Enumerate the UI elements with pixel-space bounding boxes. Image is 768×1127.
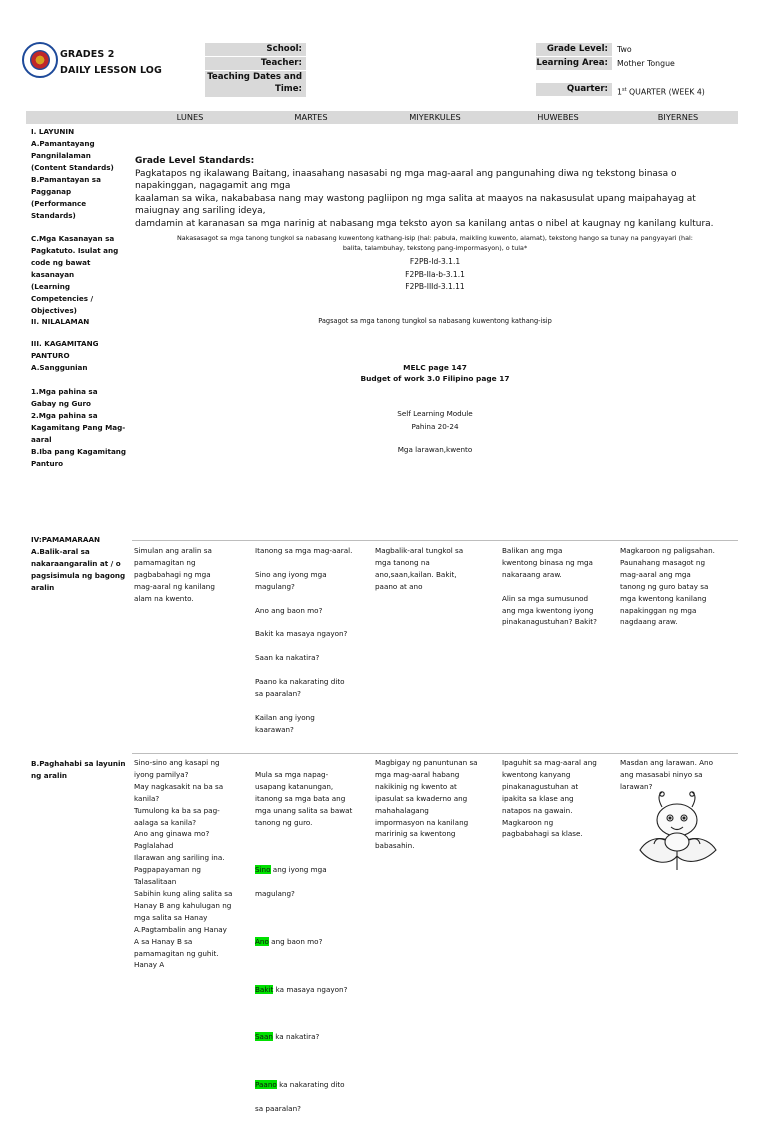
- day-huwebes: HUWEBES: [537, 112, 579, 122]
- learning-area-value: Mother Tongue: [617, 59, 675, 68]
- question-saan: Saan ka nakatira?: [255, 1032, 320, 1042]
- sidebar-paghahabi: B.Paghahabi sa layunin ng aralin: [31, 759, 126, 780]
- melc-reference: MELC page 147: [403, 363, 467, 372]
- question-sino-line2: magulang?: [255, 889, 295, 899]
- teacher-label: Teacher:: [205, 57, 306, 70]
- budget-reference: Budget of work 3.0 Filipino page 17: [360, 374, 510, 383]
- balik-aral-biyernes: Magkaroon ng paligsahan. Paunahang masagot ng mag-aaral ang mga tanong ng guro batay sa mga kwentong kanilang napakinggan ng mga nagdaang araw.: [620, 546, 715, 627]
- school-label: School:: [205, 43, 306, 56]
- sidebar-kagamitan: III. KAGAMITANG PANTURO A.Sanggunian 1.Mga pahina sa Gabay ng Guro 2.Mga pahina sa Kagamitang Pang Mag- aaral B.Iba pang Kagamitang Panturo: [31, 339, 127, 468]
- balik-aral-martes: Itanong sa mga mag-aaral. Sino ang iyong mga magulang? Ano ang baon mo? Bakit ka masaya ngayon? Saan ka nakatira? Paano ka nakarating dito sa paaralan? Kailan ang iyong kaarawan?: [255, 546, 353, 734]
- competency-code: F2PB-IIa-b-3.1.1: [405, 269, 465, 279]
- sidebar-nilalaman: II. NILALAMAN: [31, 317, 90, 326]
- standards-line: kaalaman sa wika, nakababasa nang may wastong pagliipon ng mga salita at maayos na nakasusulat upang maipahayag at: [135, 193, 696, 204]
- paghahabi-martes: [255, 757, 373, 1127]
- standards-heading: Grade Level Standards:: [135, 156, 255, 166]
- title-grades: GRADES 2: [60, 49, 115, 60]
- paghahabi-biyernes: Masdan ang larawan. Ano ang masasabi ninyo sa larawan?: [620, 758, 714, 791]
- cartoon-illustration: [632, 790, 722, 876]
- learning-area-label: Learning Area:: [536, 57, 612, 70]
- balik-aral-huwebes: Balikan ang mga kwentong binasa ng mga nakaraang araw. Alin sa mga sumusunod ang mga kwentong iyong pinakanagustuhan? Bakit?: [502, 546, 597, 627]
- question-bakit: Bakit ka masaya ngayon?: [255, 984, 348, 994]
- balik-aral-lunes: Simulan ang aralin sa pamamagitan ng pagbabahagi ng mga mag-aaral ng kanilang alam na kwento.: [134, 546, 215, 603]
- sidebar-pamamaraan: IV:PAMAMARAAN A.Balik-aral sa nakaraangaralin at / o pagsisimula ng bagong aralin: [31, 535, 126, 592]
- slm-reference: Self Learning Module: [397, 409, 473, 418]
- teaching-dates-label-line2: Time:: [274, 84, 302, 94]
- day-martes: MARTES: [294, 112, 328, 122]
- paghahabi-miyerkules: Magbigay ng panuntunan sa mga mag-aaral habang nakikinig ng kwento at ipasulat sa kwaderno ang mahahalagang impormasyon na kanilang maririnig sa kwentong babasahin.: [375, 758, 478, 851]
- paghahabi-martes-intro: Mula sa mga napag- usapang katanungan, itanong sa mga bata ang mga unang salita sa bawat tanong ng guro.: [255, 769, 353, 827]
- grade-level-standards: [135, 155, 735, 231]
- standards-line: maiugnay ang sariling ideya,: [135, 206, 266, 217]
- nilalaman-text: Pagsagot sa mga tanong tungkol sa nabasang kuwentong kathang-isip: [318, 317, 552, 325]
- quarter-value: 1st QUARTER (WEEK 4): [617, 87, 705, 97]
- pahina-reference: Pahina 20-24: [411, 421, 459, 431]
- competency-codes: [132, 256, 738, 294]
- question-ano: Ano ang baon mo?: [255, 936, 323, 946]
- balik-aral-miyerkules: Magbalik-aral tungkol sa mga tanong na ano,saan,kailan. Bakit, paano at ano: [375, 546, 464, 591]
- quarter-label: Quarter:: [536, 83, 612, 96]
- sidebar-kasanayan: C.Mga Kasanayan sa Pagkatuto. Isulat ang code ng bawat kasanayan (Learning Competencies / Objectives): [31, 234, 119, 315]
- deped-seal-logo: [22, 42, 58, 78]
- title-daily-lesson-log: DAILY LESSON LOG: [60, 65, 162, 76]
- competency-code: F2PB-IIId-3.1.11: [405, 282, 465, 291]
- larawan-reference: Mga larawan,kwento: [397, 445, 473, 454]
- question-paano: Paano ka nakarating dito: [255, 1079, 345, 1089]
- day-biyernes: BIYERNES: [657, 112, 699, 122]
- grade-level-label: Grade Level:: [536, 43, 612, 56]
- references-block: [132, 362, 738, 384]
- paghahabi-huwebes: Ipaguhit sa mag-aaral ang kwentong kanyang pinakanagustuhan at ipakita sa klase ang natapos na gawain. Magkaroon ng pagbabahagi sa klase.: [502, 758, 597, 839]
- competency-line1: Nakasasagot sa mga tanong tungkol sa nabasang kuwentong kathang-isip (hal: pabula, maikling kuwento, alamat), tekstong hango sa tunay na pangyayari (hal:: [177, 234, 693, 242]
- paghahabi-lunes: Sino-sino ang kasapi ng iyong pamilya? May nagkasakit na ba sa kanila? Tumulong ka ba sa pag- aalaga sa kanila? Ano ang ginawa mo? Paglalahad Ilarawan ang sariling ina. Pagpapayaman ng Talasalitaan Sabihin kung aling salita sa Hanay B ang kahulugan ng mga salita sa Hanay A.Pagtambalin ang Hanay A sa Hanay B sa pamamagitan ng guhit. Hanay A: [134, 758, 233, 970]
- question-sino: Sino ang iyong mga: [255, 865, 327, 875]
- teaching-dates-label-line1: Teaching Dates and: [207, 72, 302, 82]
- question-paano-line2: sa paaralan?: [255, 1103, 301, 1113]
- competency-code: F2PB-Id-3.1.1: [409, 257, 461, 266]
- competency-line2: balita, talambuhay, tekstong pang-impormasyon), o tula*: [342, 244, 528, 252]
- grade-level-value: Two: [617, 45, 632, 54]
- row-divider: [132, 753, 738, 754]
- teaching-dates-label: [205, 71, 306, 97]
- competency-text: [132, 233, 738, 253]
- sidebar-layunin: I. LAYUNIN A.Pamantayang Pangnilalaman (Content Standards) B.Pamantayan sa Pagganap (Performance Standards): [31, 127, 114, 220]
- day-miyerkules: MIYERKULES: [409, 112, 461, 122]
- day-lunes: LUNES: [176, 112, 204, 122]
- slm-block: [132, 408, 738, 433]
- row-divider: [132, 540, 738, 541]
- standards-line: napakinggan, nagagamit ang mga: [135, 181, 291, 192]
- standards-line: Pagkatapos ng ikalawang Baitang, inaasahang nasasabi ng mga mag-aaral ang pangunahing diwa ng tekstong binasa o: [135, 168, 677, 179]
- standards-line: damdamin at karanasan sa mga narinig at nabasang mga teksto ayon sa kanilang antas o nibel at kaugnay ng kanilang kultura.: [135, 218, 714, 229]
